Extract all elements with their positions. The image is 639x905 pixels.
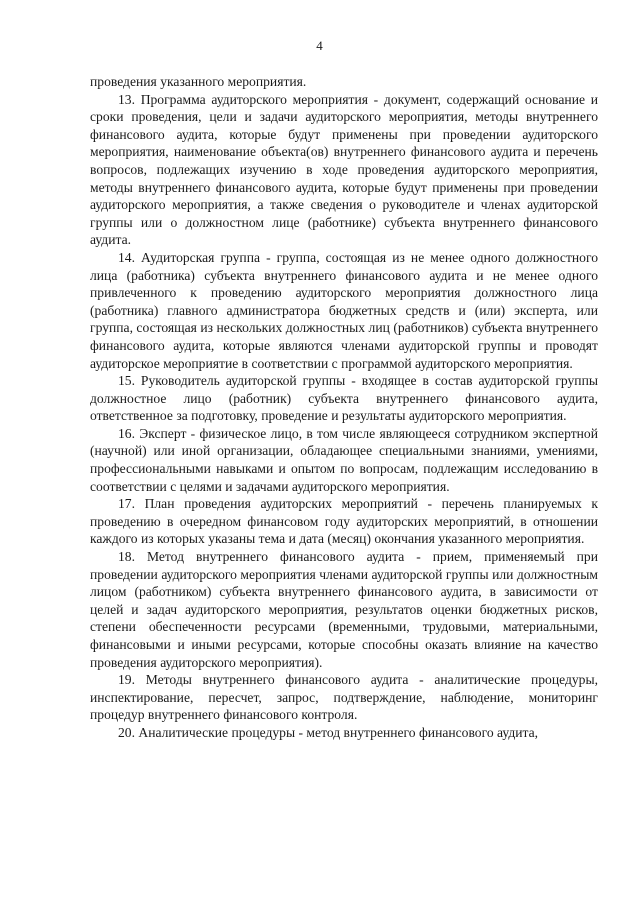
- paragraph-16: 16. Эксперт - физическое лицо, в том числе являющееся сотрудником экспертной (научной) или иной организации, обладающее специальными знаниями, умениями, профессиональными навыками и опытом по вопросам, подлежащим исследованию в соответствии с целями и задачами аудиторского мероприятия.: [90, 425, 598, 494]
- continuation-text: проведения указанного мероприятия.: [90, 74, 307, 89]
- paragraph-13: 13. Программа аудиторского мероприятия - документ, содержащий основание и сроки проведения, цели и задачи аудиторского мероприятия, методы внутреннего финансового аудита, которые будут применены при проведении аудиторского мероприятия, наименование объекта(ов) внутреннего финансового аудита и перечень вопросов, подлежащих изучению в ходе проведения аудиторского мероприятия, методы внутреннего финансового аудита, которые будут применены при проведении аудиторского мероприятия, а также сведения о руководителе и членах аудиторской группы или о должностном лице (работнике) субъекта внутреннего финансового аудита.: [90, 91, 598, 248]
- paragraph-17: 17. План проведения аудиторских мероприятий - перечень планируемых к проведению в очередном финансовом году аудиторских мероприятий, в отношении каждого из которых указаны тема и дата (месяц) окончания указанного мероприятия.: [90, 496, 598, 547]
- paragraph-14: 14. Аудиторская группа - группа, состоящая из не менее одного должностного лица (работника) субъекта внутреннего финансового аудита и не менее одного привлеченного к проведению аудиторского мероприятия должностного лица (работника) главного администратора бюджетных средств и (или) эксперта, или группа, состоящая из нескольких должностных лиц (работников) субъекта внутреннего финансового аудита, которые являются членами аудиторской группы и проводят аудиторское мероприятие в соответствии с программой аудиторского мероприятия.: [90, 249, 598, 371]
- paragraph-20: 20. Аналитические процедуры - метод внутреннего финансового аудита,: [118, 724, 539, 740]
- document-body: [90, 73, 598, 742]
- page-number: 4: [316, 38, 323, 53]
- paragraph-18: 18. Метод внутреннего финансового аудита - прием, применяемый при проведении аудиторского мероприятия членами аудиторской группы или должностным лицом (работником) субъекта внутреннего финансового аудита, в зависимости от целей и задач аудиторского мероприятия, результатов оценки бюджетных рисков, степени обеспеченности ресурсами (временными, трудовыми, материальными, финансовыми и иными ресурсами, которые способны оказать влияние на качество проведения аудиторского мероприятия).: [90, 549, 598, 670]
- paragraph-15: 15. Руководитель аудиторской группы - входящее в состав аудиторской группы должностное лицо (работник) субъекта внутреннего финансового аудита, ответственное за подготовку, проведение и результаты аудиторского мероприятия.: [90, 373, 598, 424]
- paragraph-19: 19. Методы внутреннего финансового аудита - аналитические процедуры, инспектирование, пересчет, запрос, подтверждение, наблюдение, мониторинг процедур внутреннего финансового контроля.: [90, 672, 598, 723]
